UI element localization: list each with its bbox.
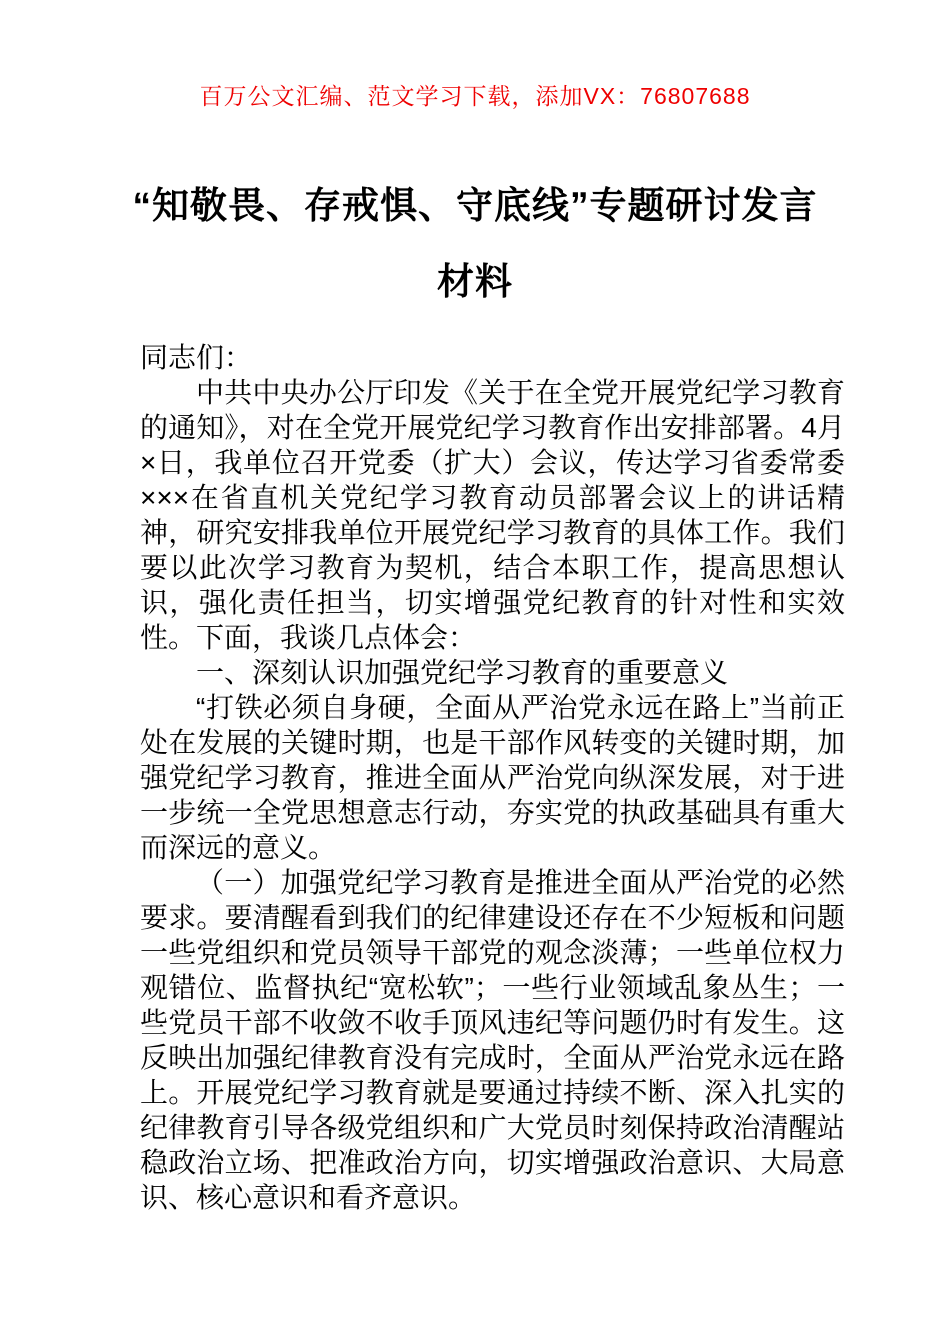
watermark-header-text: 百万公文汇编、范文学习下载，添加VX：76807688 — [199, 83, 751, 109]
paragraph: “打铁必须自身硬，全面从严治党永远在路上”当前正处在发展的关键时期，也是干部作风转变的关键时期，加强党纪学习教育，推进全面从严治党向纵深发展，对于进一步统一全党思想意志行动，夯实党的执政基础具有重大而深远的意义。 — [140, 692, 845, 863]
paragraph: （一）加强党纪学习教育是推进全面从严治党的必然要求。要清醒看到我们的纪律建设还存在不少短板和问题一些党组织和党员领导干部党的观念淡薄；一些单位权力观错位、监督执纪“宽松软”；一些行业领域乱象丛生；一些党员干部不收敛不收手顶风违纪等问题仍时有发生。这反映出加强纪律教育没有完成时，全面从严治党永远在路上。开展党纪学习教育就是要通过持续不断、深入扎实的纪律教育引导各级党组织和广大党员时刻保持政治清醒站稳政治立场、把准政治方向，切实增强政治意识、大局意识、核心意识和看齐意识。 — [140, 867, 845, 1213]
paragraph: 同志们： — [140, 342, 253, 373]
document-title: “知敬畏、存戒惧、守底线”专题研讨发言材料 — [132, 185, 818, 302]
paragraph: 一、深刻认识加强党纪学习教育的重要意义 — [196, 657, 729, 688]
paragraph: 中共中央办公厅印发《关于在全党开展党纪学习教育的通知》，对在全党开展党纪学习教育作出安排部署。4月×日，我单位召开党委（扩大）会议，传达学习省委常委×××在省直机关党纪学习教育动员部署会议上的讲话精神，研究安排我单位开展党纪学习教育的具体工作。我们要以此次学习教育为契机，结合本职工作，提高思想认识，强化责任担当，切实增强党纪教育的针对性和实效性。下面，我谈几点体会： — [140, 377, 845, 653]
document-body — [140, 340, 845, 1215]
